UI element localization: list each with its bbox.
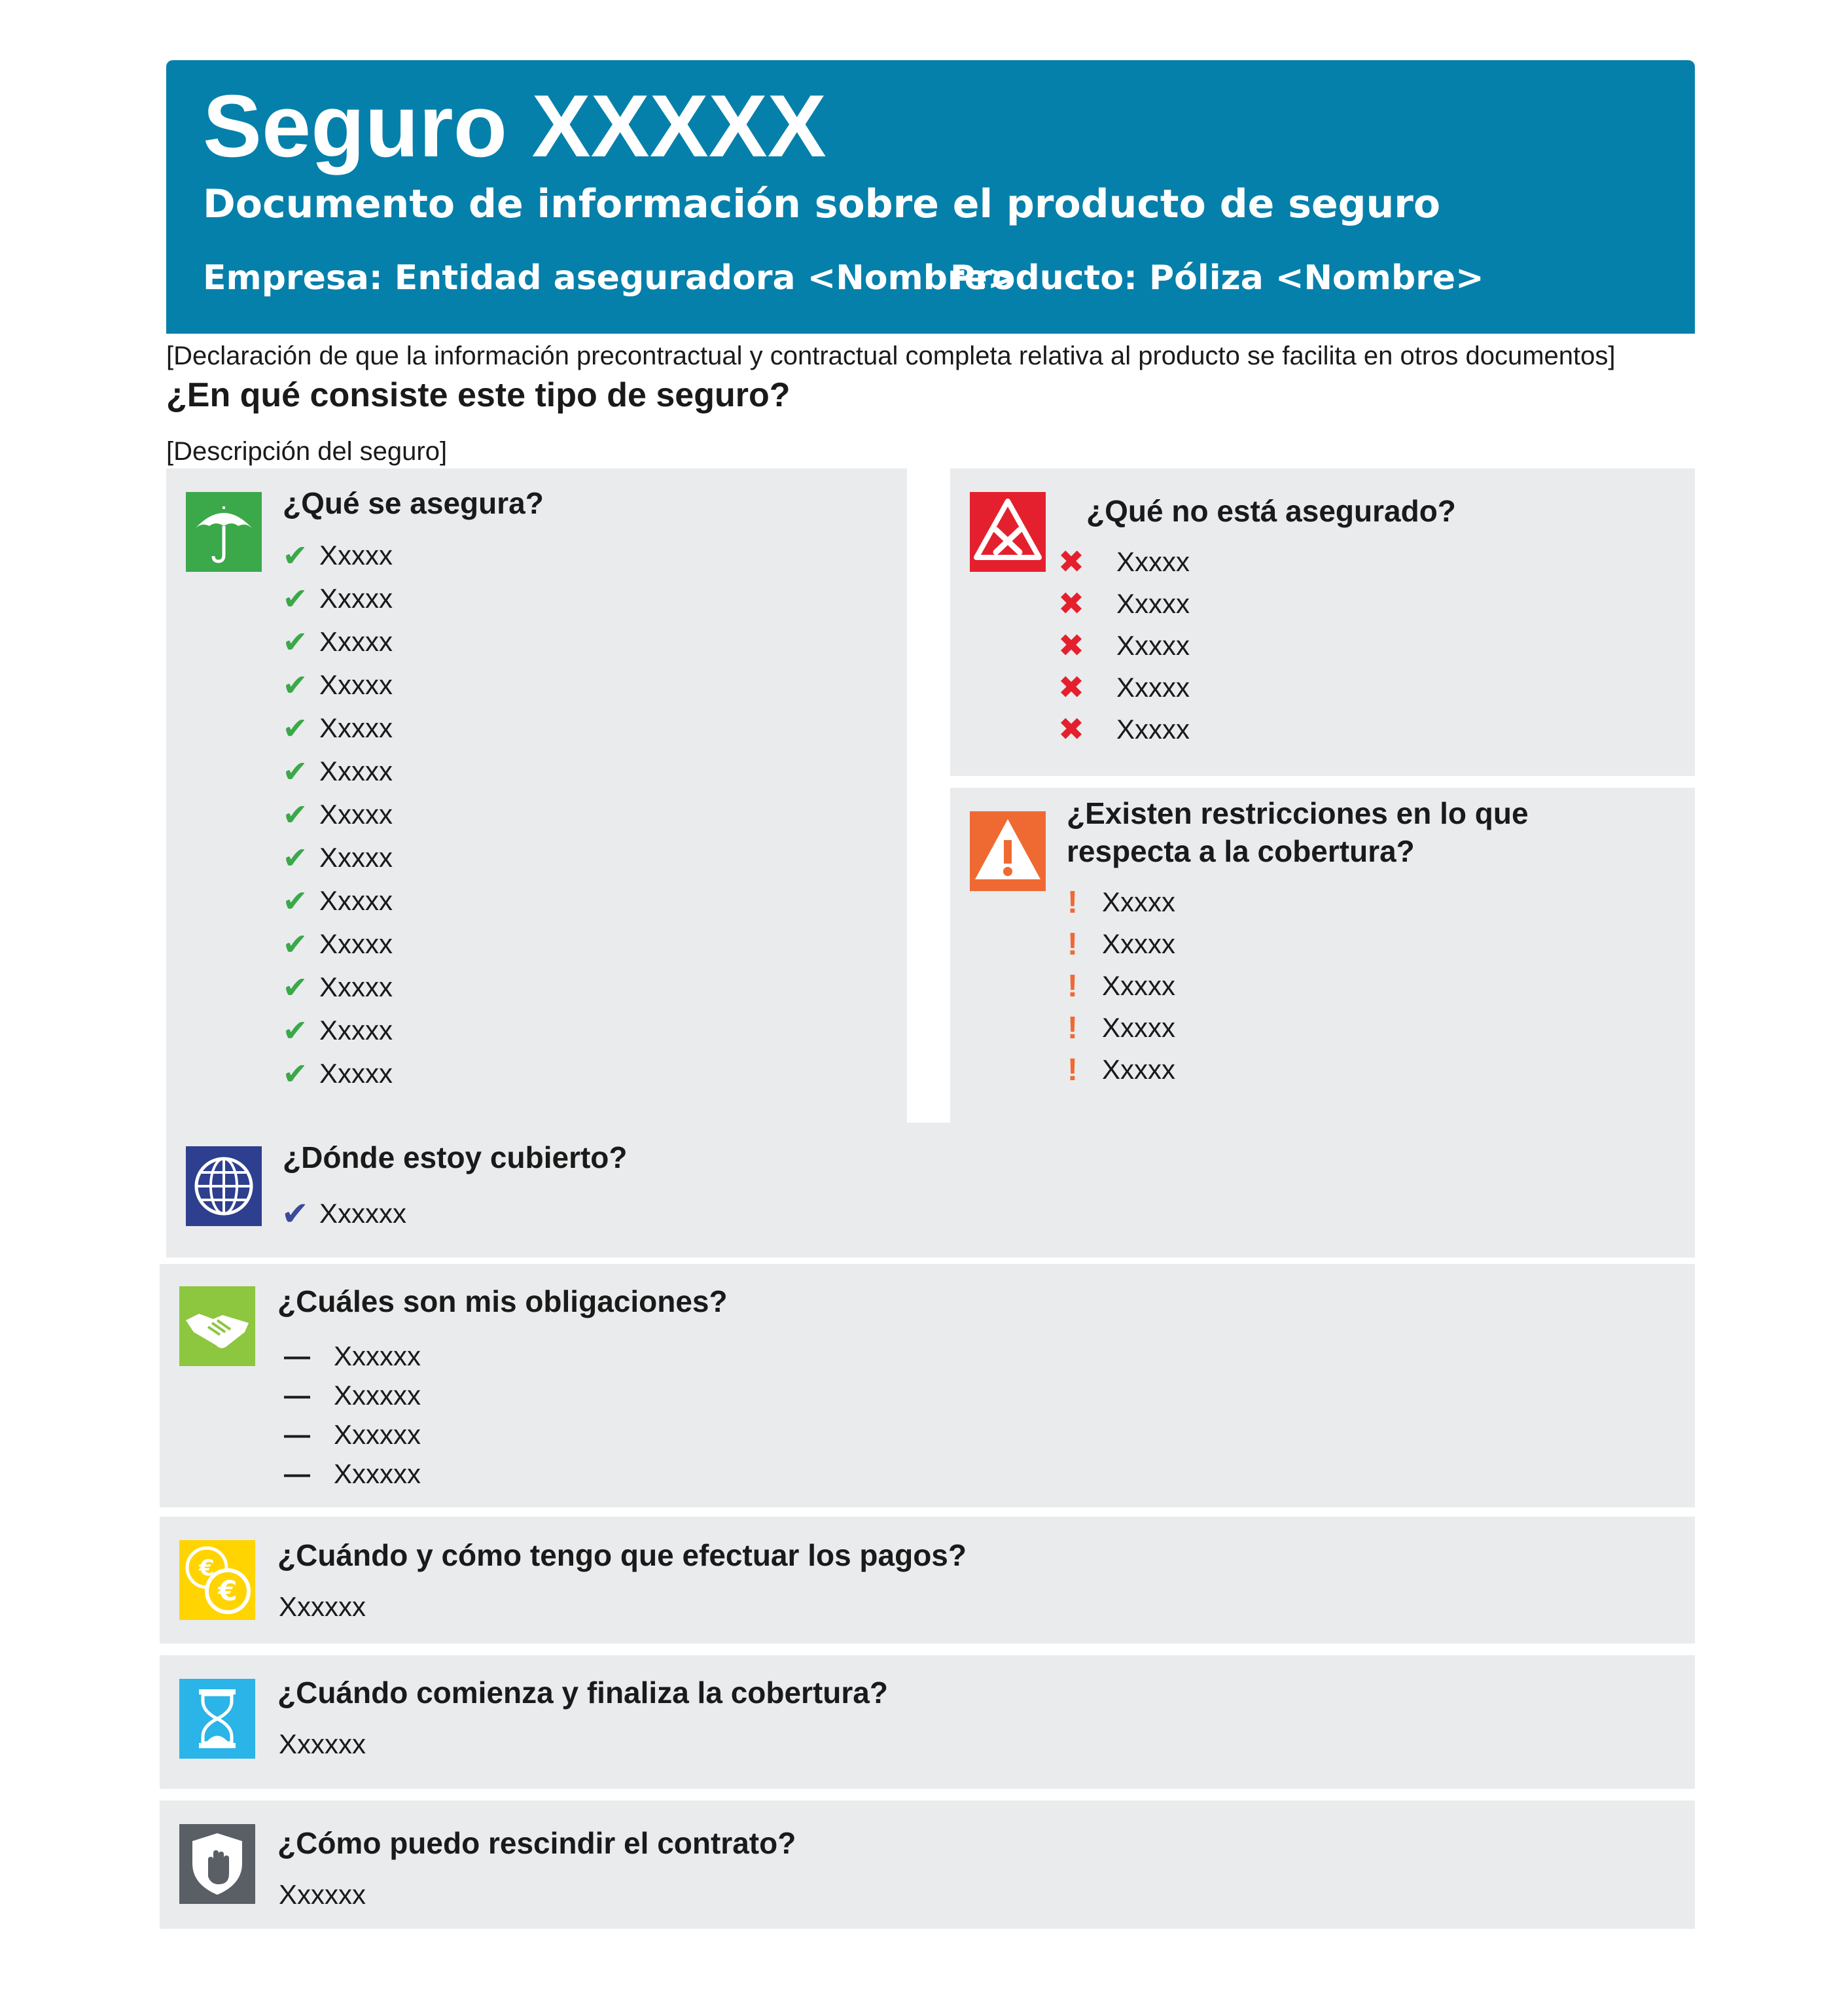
umbrella-icon — [186, 492, 262, 572]
insured-item-text: Xxxxx — [319, 712, 393, 743]
insured-item — [279, 1009, 393, 1052]
exclamation-icon: ! — [1067, 968, 1078, 1004]
check-icon: ✔ — [282, 970, 308, 1004]
insured-item — [279, 750, 393, 793]
not-insured-item-text: Xxxxx — [1116, 588, 1190, 619]
insured-item-text: Xxxxx — [319, 1058, 393, 1089]
check-icon: ✔ — [282, 668, 308, 702]
not-insured-item-text: Xxxxx — [1116, 630, 1190, 661]
insured-item — [279, 793, 393, 836]
payments-title: ¿Cuándo y cómo tengo que efectuar los pagos? — [277, 1538, 967, 1572]
insured-item-text: Xxxxx — [319, 1015, 393, 1046]
insured-item — [279, 620, 393, 663]
not-insured-item — [1055, 540, 1190, 584]
obligations-title: ¿Cuáles son mis obligaciones? — [277, 1284, 728, 1318]
coverage-period-text: Xxxxxx — [279, 1729, 366, 1759]
not-insured-item-text: Xxxxx — [1116, 546, 1190, 577]
insured-item — [279, 1052, 393, 1095]
check-icon: ✔ — [282, 538, 308, 572]
not-insured-panel — [950, 468, 1695, 776]
restriction-item-text: Xxxxx — [1102, 970, 1176, 1001]
restriction-item-text: Xxxxx — [1102, 928, 1176, 959]
insured-item-text: Xxxxx — [319, 972, 393, 1002]
check-icon: ✔ — [282, 841, 308, 875]
check-icon: ✔ — [282, 798, 308, 832]
insured-item-text: Xxxxx — [319, 626, 393, 657]
document-subtitle: Documento de información sobre el producto de seguro — [203, 181, 1441, 227]
restriction-item-text: Xxxxx — [1102, 1012, 1176, 1043]
insured-item-text: Xxxxx — [319, 842, 393, 873]
not-insured-item — [1055, 708, 1190, 751]
header-banner — [166, 60, 1695, 334]
check-icon: ✔ — [282, 927, 308, 961]
obligation-item — [277, 1413, 421, 1456]
what-is-insured-title: ¿Qué se asegura? — [283, 486, 544, 520]
obligation-item — [277, 1452, 421, 1496]
handshake-icon — [179, 1286, 255, 1366]
payments-panel — [160, 1517, 1695, 1644]
cancellation-panel — [160, 1801, 1695, 1929]
check-icon: ✔ — [282, 582, 308, 616]
where-covered-panel — [166, 1123, 1695, 1257]
restriction-item — [1063, 964, 1175, 1008]
restriction-item — [1063, 881, 1175, 924]
cancellation-title: ¿Cómo puedo rescindir el contrato? — [277, 1826, 796, 1860]
check-icon: ✔ — [282, 884, 308, 918]
not-insured-item-text: Xxxxx — [1116, 714, 1190, 745]
document-title: Seguro XXXXX — [203, 77, 826, 175]
check-icon: ✔ — [282, 711, 308, 745]
restrictions-title-line2: respecta a la cobertura? — [1067, 834, 1415, 868]
exclamation-icon: ! — [1067, 1052, 1078, 1087]
insured-item-text: Xxxxx — [319, 885, 393, 916]
insured-item — [279, 534, 393, 577]
cancellation-text: Xxxxxx — [279, 1879, 366, 1910]
exclamation-icon: ! — [1067, 1010, 1078, 1046]
obligation-item-text: Xxxxxx — [334, 1380, 421, 1411]
cross-icon: ✖ — [1057, 545, 1085, 580]
check-icon: ✔ — [282, 1013, 308, 1047]
insured-item — [279, 707, 393, 750]
cross-icon: ✖ — [1057, 629, 1085, 663]
insured-item-text: Xxxxx — [319, 799, 393, 830]
insured-item-text: Xxxxx — [319, 669, 393, 700]
restriction-item — [1063, 1048, 1175, 1091]
dash-bullet: — — [284, 1420, 310, 1449]
insured-item — [279, 879, 393, 923]
dash-bullet: — — [284, 1459, 310, 1488]
exclamation-icon: ! — [1067, 885, 1078, 920]
coverage-area-item — [279, 1192, 406, 1235]
cross-icon: ✖ — [1057, 587, 1085, 622]
restriction-item-text: Xxxxx — [1102, 1054, 1176, 1085]
insured-item-text: Xxxxx — [319, 540, 393, 571]
dash-bullet: — — [284, 1341, 310, 1371]
warning-exclamation-icon — [970, 811, 1046, 891]
restriction-item — [1063, 1006, 1175, 1049]
insured-item — [279, 663, 393, 707]
not-insured-item — [1055, 582, 1190, 625]
check-icon: ✔ — [282, 625, 308, 659]
declaration-text: [Declaración de que la información precontractual y contractual completa relativa al producto se facilita en otros documentos] — [166, 342, 1616, 370]
cross-icon: ✖ — [1057, 712, 1085, 747]
obligations-panel — [160, 1264, 1695, 1507]
hourglass-icon — [179, 1679, 255, 1759]
globe-icon — [186, 1146, 262, 1226]
coverage-period-panel — [160, 1655, 1695, 1789]
svg-text:€: € — [199, 1555, 215, 1581]
company-name: Empresa: Entidad aseguradora <Nombre> — [203, 258, 1016, 298]
restriction-item — [1063, 923, 1175, 966]
not-insured-item — [1055, 624, 1190, 667]
exclamation-icon: ! — [1067, 926, 1078, 962]
svg-text:€: € — [218, 1575, 238, 1607]
insured-item-text: Xxxxx — [319, 928, 393, 959]
shield-hand-icon — [179, 1824, 255, 1904]
coverage-area-item-text: Xxxxxx — [319, 1198, 407, 1229]
what-is-insured-panel — [166, 468, 907, 1123]
coverage-period-title: ¿Cuándo comienza y finaliza la cobertura? — [277, 1676, 888, 1710]
not-insured-item-text: Xxxxx — [1116, 672, 1190, 703]
euro-coins-icon — [179, 1540, 255, 1620]
not-insured-item — [1055, 666, 1190, 709]
insurance-description: [Descripción del seguro] — [166, 437, 448, 466]
restrictions-title-line1: ¿Existen restricciones en lo que — [1067, 796, 1529, 830]
restriction-item-text: Xxxxx — [1102, 887, 1176, 917]
obligation-item — [277, 1374, 421, 1417]
insured-item — [279, 577, 393, 620]
obligation-item — [277, 1335, 421, 1378]
insured-item-text: Xxxxx — [319, 756, 393, 786]
obligation-item-text: Xxxxxx — [334, 1419, 421, 1450]
warning-cross-icon — [970, 492, 1046, 572]
insured-item-text: Xxxxx — [319, 583, 393, 614]
dash-bullet: — — [284, 1380, 310, 1410]
insured-item — [279, 923, 393, 966]
insured-item — [279, 966, 393, 1009]
where-covered-title: ¿Dónde estoy cubierto? — [283, 1140, 628, 1174]
not-insured-title: ¿Qué no está asegurado? — [1086, 494, 1456, 528]
obligation-item-text: Xxxxxx — [334, 1341, 421, 1371]
check-icon: ✔ — [281, 1195, 309, 1232]
check-icon: ✔ — [282, 754, 308, 788]
product-name: Producto: Póliza <Nombre> — [950, 258, 1484, 298]
insured-item — [279, 836, 393, 879]
check-icon: ✔ — [282, 1057, 308, 1091]
obligation-item-text: Xxxxxx — [334, 1458, 421, 1489]
main-question-heading: ¿En qué consiste este tipo de seguro? — [166, 376, 791, 414]
restrictions-panel — [950, 788, 1695, 1123]
payments-text: Xxxxxx — [279, 1591, 366, 1622]
cross-icon: ✖ — [1057, 671, 1085, 705]
